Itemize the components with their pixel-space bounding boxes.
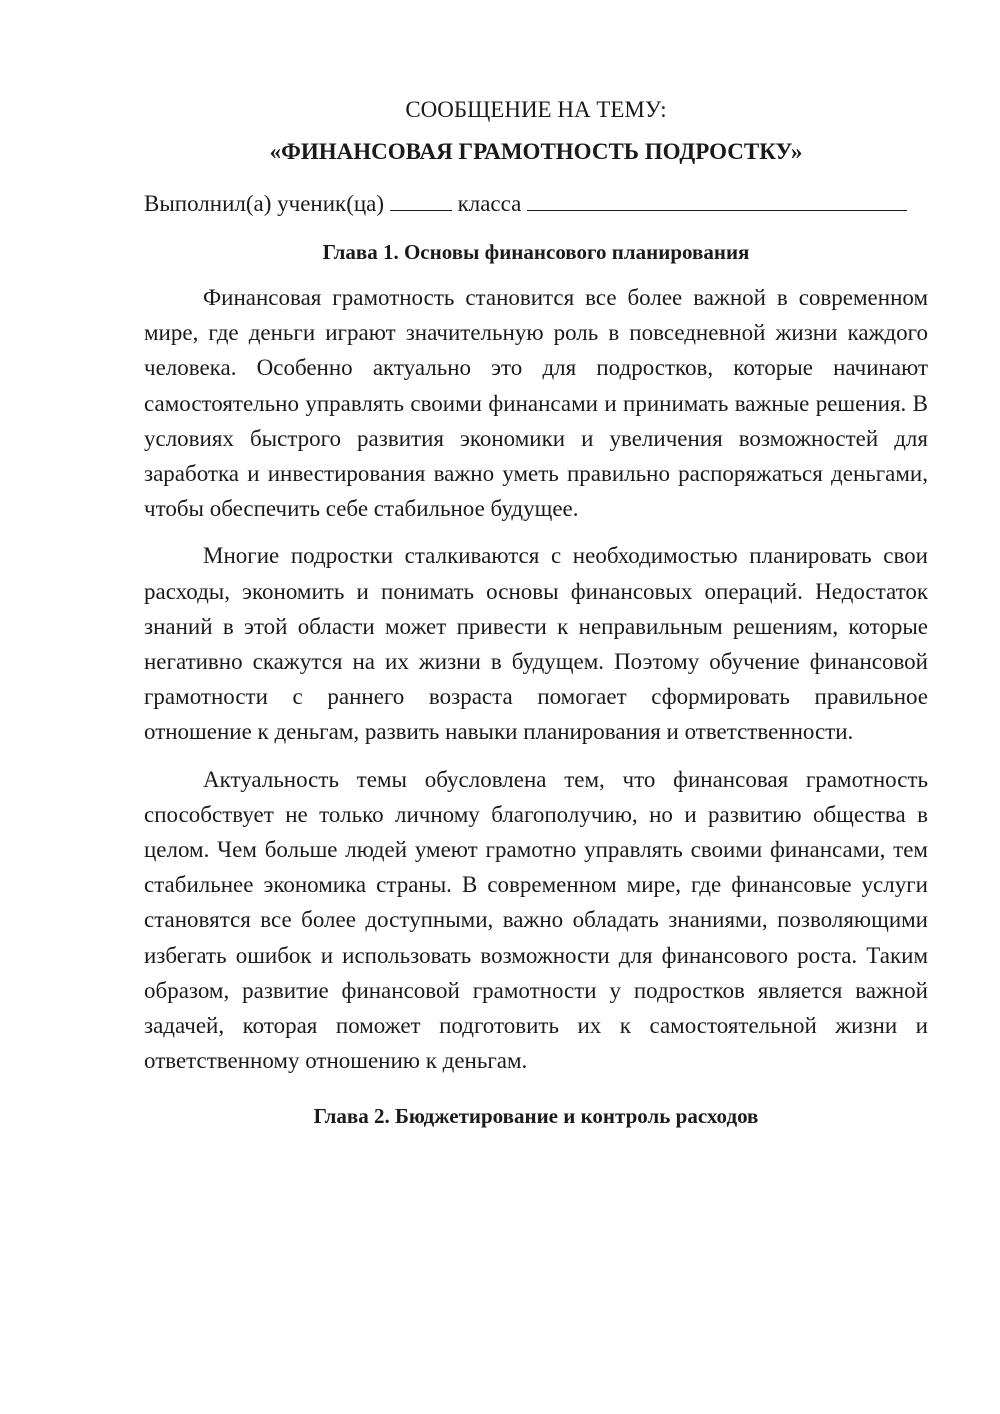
author-prefix: Выполнил(а) ученик(ца) xyxy=(144,191,385,216)
name-blank-field xyxy=(527,188,907,211)
author-class-label: класса xyxy=(457,191,522,216)
author-line xyxy=(144,186,928,222)
chapter-2-heading: Глава 2. Бюджетирование и контроль расходов xyxy=(313,1104,759,1129)
document-content xyxy=(144,92,928,1134)
title-line-1: СООБЩЕНИЕ НА ТЕМУ: xyxy=(405,97,667,122)
chapter-1-paragraph-2: Многие подростки сталкиваются с необходимостью планировать свои расходы, экономить и понимать основы финансовых операций. Недостаток знаний в этой области может привести к неправильным решениям, которые негативно скажутся на их жизни в будущем. Поэтому обучение финансовой грамотности с раннего возраста помогает сформировать правильное отношение к деньгам, развить навыки планирования и ответственности. xyxy=(144,543,928,745)
document-title: «ФИНАНСОВАЯ ГРАМОТНОСТЬ ПОДРОСТКУ» xyxy=(269,139,803,164)
chapter-1-heading: Глава 1. Основы финансового планирования xyxy=(322,240,750,264)
grade-blank-field xyxy=(390,188,452,211)
chapter-1-paragraph-3: Актуальность темы обусловлена тем, что финансовая грамотность способствует не только личному благополучию, но и развитию общества в целом. Чем больше людей умеют грамотно управлять своими финансами, тем стабильнее экономика страны. В современном мире, где финансовые услуги становятся все более доступными, важно обладать знаниями, позволяющими избегать ошибок и использовать возможности для финансового роста. Таким образом, развитие финансовой грамотности у подростков является важной задачей, которая поможет подготовить их к самостоятельной жизни и ответственному отношению к деньгам. xyxy=(144,766,928,1074)
chapter-1-paragraph-1: Финансовая грамотность становится все более важной в современном мире, где деньги играют значительную роль в повседневной жизни каждого человека. Особенно актуально это для подростков, которые начинают самостоятельно управлять своими финансами и принимать важные решения. В условиях быстрого развития экономики и увеличения возможностей для заработка и инвестирования важно уметь правильно распоряжаться деньгами, чтобы обеспечить себе стабильное будущее. xyxy=(144,285,928,522)
